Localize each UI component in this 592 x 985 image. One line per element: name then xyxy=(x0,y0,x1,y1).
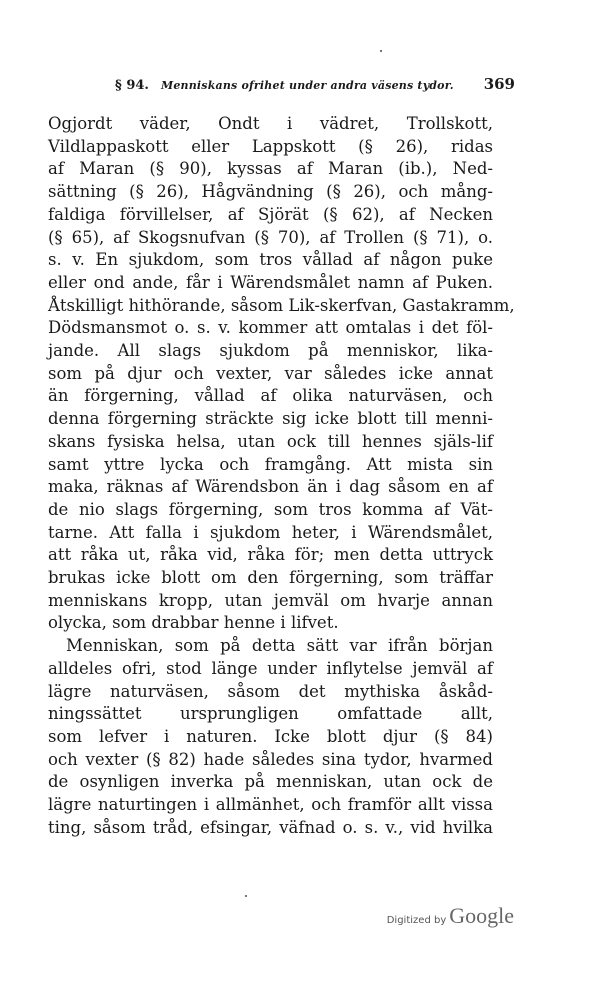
text-line: lägre naturtingen i allmänhet, och framför allt vissa xyxy=(48,795,493,815)
digitized-label: Digitized by xyxy=(386,915,447,926)
text-line: jande. All slags sjukdom på menniskor, lika- xyxy=(48,341,493,361)
text-line: Ogjordt väder, Ondt i vädret, Trollskott, xyxy=(48,114,493,133)
text-line: sättning (§ 26), Hågvändning (§ 26), och mång- xyxy=(48,182,493,202)
google-logo: Google xyxy=(449,903,514,928)
body-text xyxy=(48,113,515,840)
text-line: af Maran (§ 90), kyssas af Maran (ib.), Ned- xyxy=(48,159,493,179)
text-line: skans fysiska helsa, utan ock till hennes själs-lif xyxy=(48,431,493,451)
text-line: samt yttre lycka och framgång. Att mista sin xyxy=(48,454,493,474)
text-line: olycka, som drabbar henne i lifvet. xyxy=(48,613,339,633)
text-line: eller ond ande, får i Wärendsmålet namn af Puken. xyxy=(48,272,493,292)
text-line: Vildlappaskott eller Lappskott (§ 26), ridas xyxy=(48,136,493,156)
running-title: Menniskans ofrihet under andra väsens tydor. xyxy=(160,79,454,92)
text-line: s. v. En sjukdom, som tros vållad af någon puke xyxy=(48,250,493,270)
print-speck xyxy=(245,895,247,897)
text-line: att råka ut, råka vid, råka för; men detta uttryck xyxy=(48,545,493,565)
text-line: Menniskan, som på detta sätt var ifrån början xyxy=(66,636,493,656)
text-line: som på djur och vexter, var således icke annat xyxy=(48,363,493,383)
text-line: de nio slags förgerning, som tros komma af Vät- xyxy=(48,499,493,519)
page-number: 369 xyxy=(483,75,515,93)
text-line: brukas icke blott om den förgerning, som träffar xyxy=(48,568,493,588)
text-line: menniskans kropp, utan jemväl om hvarje annan xyxy=(48,590,493,610)
text-line: ting, såsom tråd, efsingar, väfnad o. s. v., vid hvilka xyxy=(48,817,493,837)
text-line: alldeles ofri, stod länge under inflytelse jemväl af xyxy=(48,658,493,678)
text-line: Åtskilligt hithörande, såsom Lik-skerfvan, Gastakramm, xyxy=(48,295,515,315)
text-line: denna förgerning sträckte sig icke blott till menni- xyxy=(48,409,493,429)
text-line: maka, räknas af Wärendsbon än i dag såsom en af xyxy=(48,477,493,497)
print-speck xyxy=(380,50,382,52)
text-line: och vexter (§ 82) hade således sina tydor, hvarmed xyxy=(48,749,493,769)
text-line: Dödsmansmot o. s. v. kommer att omtalas i det föl- xyxy=(48,318,493,338)
digitization-watermark xyxy=(387,903,514,929)
text-line: tarne. Att falla i sjukdom heter, i Wärendsmålet, xyxy=(48,522,493,542)
text-line: än förgerning, vållad af olika naturväsen, och xyxy=(48,386,493,406)
text-line: (§ 65), af Skogsnufvan (§ 70), af Trollen (§ 71), o. xyxy=(48,227,493,247)
text-line: faldiga förvillelser, af Sjörät (§ 62), af Necken xyxy=(48,204,493,224)
section-number: § 94. xyxy=(115,78,149,93)
text-line: som lefver i naturen. Icke blott djur (§ 84) xyxy=(48,726,493,746)
text-line: ningssättet ursprungligen omfattade allt, xyxy=(48,704,493,724)
running-header xyxy=(115,75,515,93)
text-line: de osynligen inverka på menniskan, utan ock de xyxy=(48,772,493,792)
text-line: lägre naturväsen, såsom det mythiska åskåd- xyxy=(48,681,493,701)
